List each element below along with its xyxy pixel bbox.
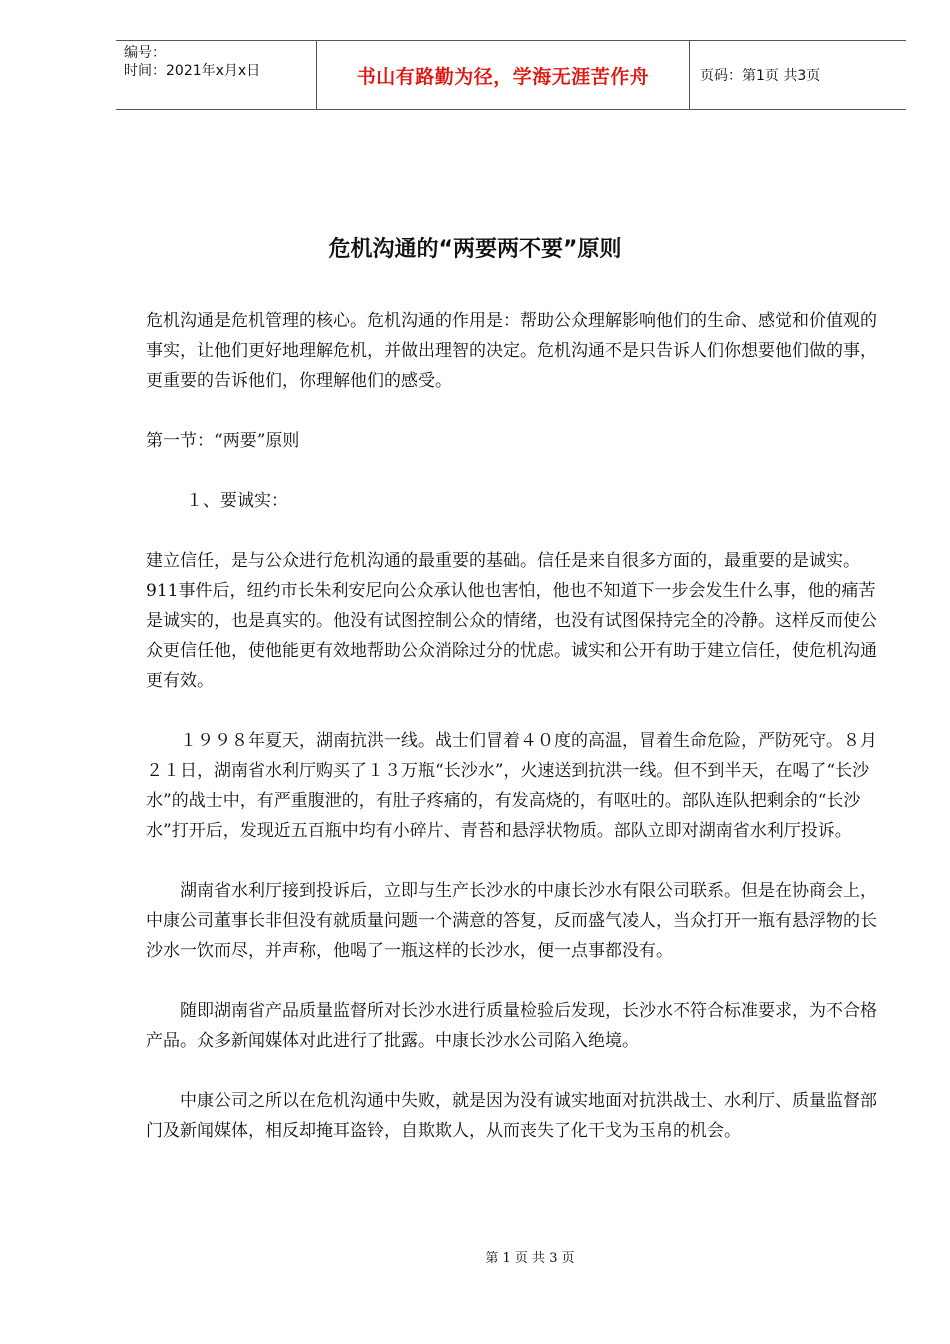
header-page-cell	[690, 41, 906, 109]
item-heading: １、要诚实：	[186, 491, 288, 511]
body-paragraph: 湖南省水利厅接到投诉后，立即与生产长沙水的中康长沙水有限公司联系。但是在协商会上，中康公司董事长非但没有就质量问题一个满意的答复，反而盛气凌人，当众打开一瓶有悬浮物的长沙水一饮而尽，并声称，他喝了一瓶这样的长沙水，便一点事都没有。	[146, 881, 877, 961]
header-meta-cell	[116, 41, 316, 109]
header-motto: 书山有路勤为径，学海无涯苦作舟	[356, 65, 650, 88]
body-paragraph: １９９８年夏天，湖南抗洪一线。战士们冒着４０度的高温，冒着生命危险，严防死守。８月２１日，湖南省水利厅购买了１３万瓶“长沙水”，火速送到抗洪一线。但不到半天，在喝了“长沙水”的战士中，有严重腹泄的，有肚子疼痛的，有发高烧的，有呕吐的。部队连队把剩余的“长沙水”打开后，发现近五百瓶中均有小碎片、青苔和悬浮状物质。部队立即对湖南省水利厅投诉。	[146, 731, 877, 841]
document-body	[146, 306, 886, 1146]
document-number-label: 编号：	[124, 45, 166, 61]
header-table	[116, 40, 906, 110]
section-heading: 第一节：“两要”原则	[146, 431, 300, 451]
document-title: 危机沟通的“两要两不要”原则	[328, 237, 622, 262]
body-paragraph: 随即湖南省产品质量监督所对长沙水进行质量检验后发现，长沙水不符合标准要求，为不合格产品。众多新闻媒体对此进行了批露。中康长沙水公司陷入绝境。	[146, 1001, 877, 1051]
intro-paragraph: 危机沟通是危机管理的核心。危机沟通的作用是：帮助公众理解影响他们的生命、感觉和价值观的事实，让他们更好地理解危机，并做出理智的决定。危机沟通不是只告诉人们你想要他们做的事，更重要的告诉他们，你理解他们的感受。	[146, 311, 877, 391]
document-time-label: 时间：2021年x月x日	[124, 63, 261, 79]
body-paragraph: 中康公司之所以在危机沟通中失败，就是因为没有诚实地面对抗洪战士、水利厅、质量监督部门及新闻媒体，相反却掩耳盗铃，自欺欺人，从而丧失了化干戈为玉帛的机会。	[146, 1091, 877, 1141]
header-page-info: 页码：第1页 共3页	[700, 68, 821, 84]
page-footer: 第 1 页 共 3 页	[485, 1251, 575, 1266]
body-paragraph: 建立信任，是与公众进行危机沟通的最重要的基础。信任是来自很多方面的，最重要的是诚实。911事件后，纽约市长朱利安尼向公众承认他也害怕，他也不知道下一步会发生什么事，他的痛苦是诚实的，也是真实的。他没有试图控制公众的情绪，也没有试图保持完全的冷静。这样反而使公众更信任他，使他能更有效地帮助公众消除过分的忧虑。诚实和公开有助于建立信任，使危机沟通更有效。	[146, 551, 877, 691]
header-motto-cell	[316, 41, 690, 109]
